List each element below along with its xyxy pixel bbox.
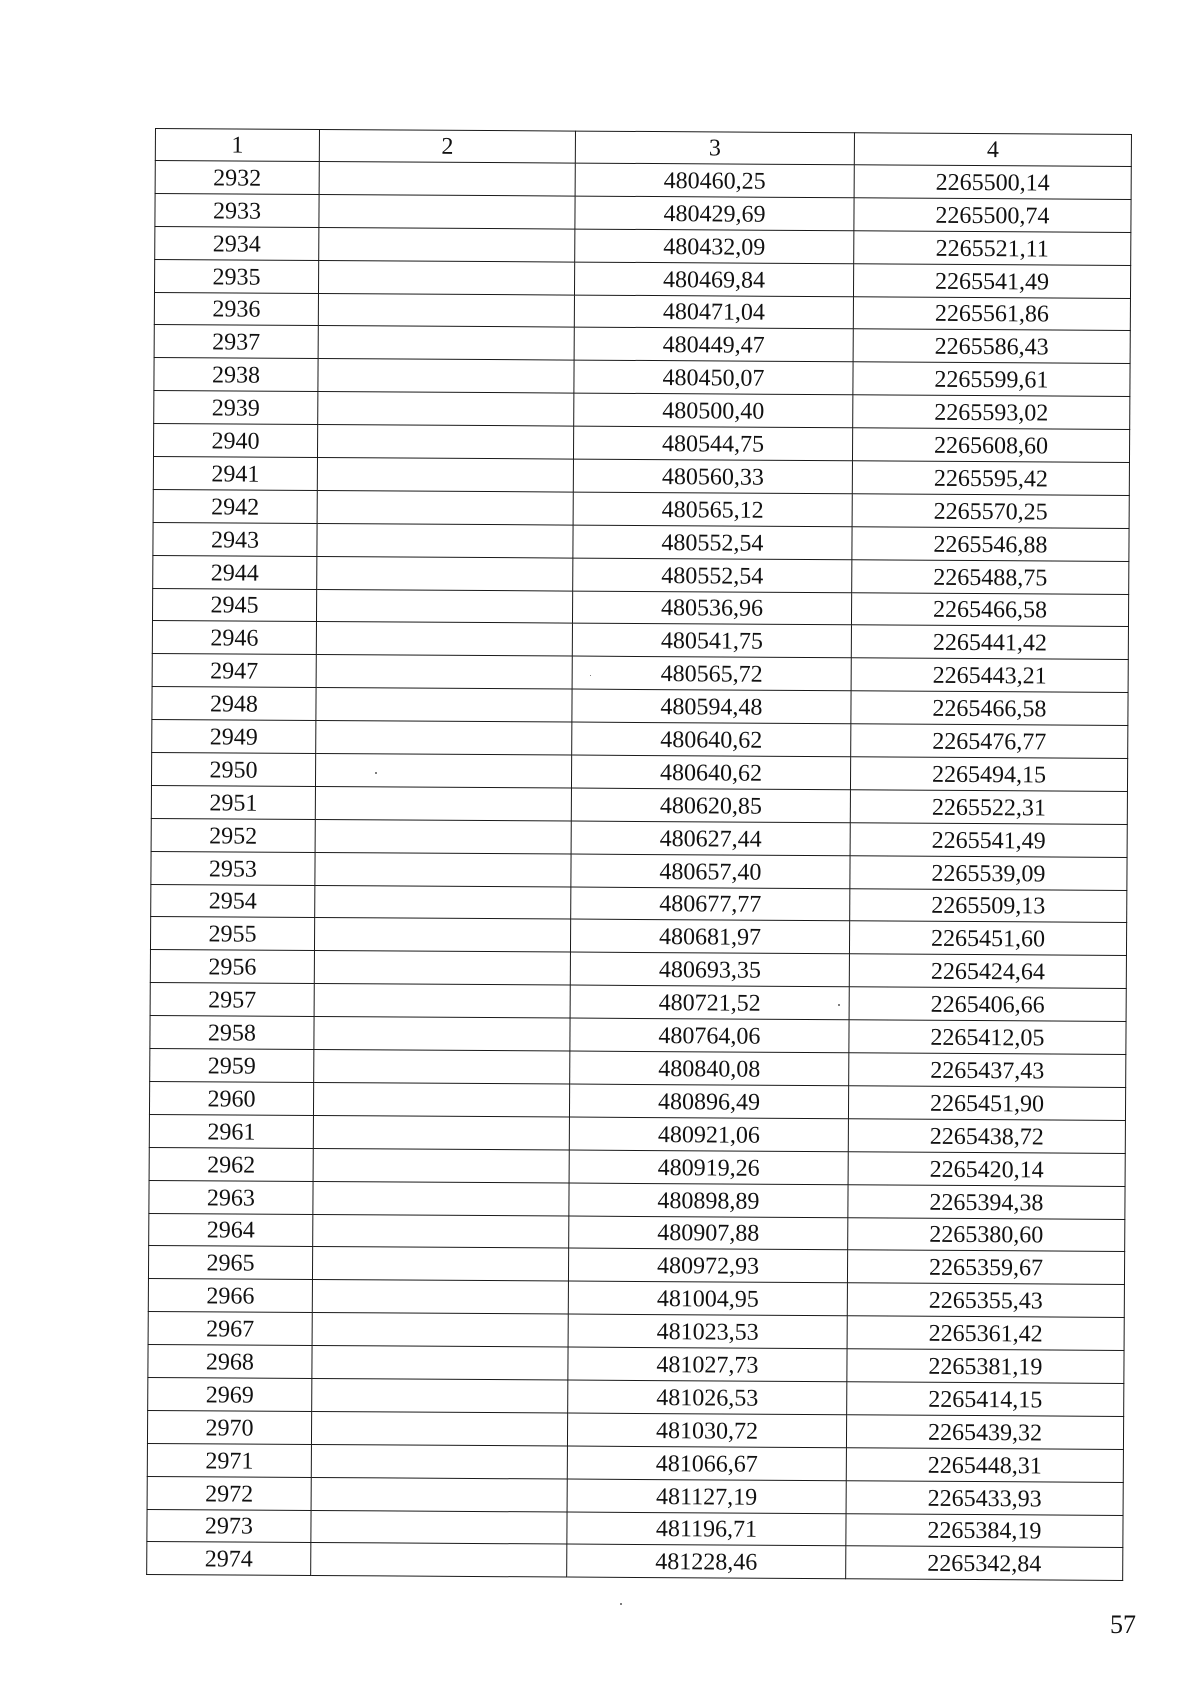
- table-cell-col-4: 2265561,86: [853, 296, 1130, 331]
- table-cell-col-2: [312, 1313, 568, 1347]
- table-cell-col-3: 480565,12: [573, 492, 852, 527]
- table-cell-col-1: 2971: [147, 1443, 311, 1477]
- table-cell-col-3: 480500,40: [574, 393, 853, 428]
- table-cell-col-4: 2265494,15: [850, 757, 1127, 792]
- coordinates-table: [146, 128, 1132, 1581]
- table-cell-col-1: 2935: [154, 259, 318, 293]
- table-cell-col-2: [317, 458, 573, 492]
- table-cell-col-4: 2265355,43: [847, 1283, 1124, 1318]
- table-cell-col-4: 2265500,14: [854, 165, 1131, 200]
- table-cell-col-2: [315, 819, 571, 853]
- table-cell-col-1: 2954: [151, 884, 315, 918]
- table-cell-col-1: 2944: [153, 555, 317, 589]
- scan-speck: [838, 1004, 840, 1006]
- table-cell-col-1: 2951: [151, 785, 315, 819]
- table-cell-col-1: 2968: [148, 1345, 312, 1379]
- table-cell-col-2: [311, 1477, 567, 1511]
- table-cell-col-2: [315, 885, 571, 919]
- column-header-4: 4: [854, 133, 1131, 167]
- table-cell-col-3: 480693,35: [570, 952, 849, 987]
- table-cell-col-3: 480677,77: [571, 887, 850, 922]
- column-header-1: 1: [155, 129, 319, 162]
- table-cell-col-2: [318, 260, 574, 294]
- table-cell-col-4: 2265466,58: [851, 691, 1128, 726]
- table-cell-col-2: [311, 1543, 567, 1577]
- table-cell-col-3: 480921,06: [569, 1117, 848, 1152]
- table-cell-col-1: 2963: [149, 1180, 313, 1214]
- table-cell-col-4: 2265466,58: [851, 592, 1128, 627]
- table-cell-col-3: 480896,49: [569, 1084, 848, 1119]
- table-cell-col-2: [312, 1247, 568, 1281]
- table-cell-col-4: 2265541,49: [850, 823, 1127, 858]
- table-cell-col-1: 2966: [148, 1279, 312, 1313]
- table-cell-col-1: 2956: [150, 950, 314, 984]
- table-cell-col-2: [312, 1346, 568, 1380]
- table-cell-col-2: [314, 1050, 570, 1084]
- scan-speck: [375, 772, 377, 774]
- table-cell-col-4: 2265608,60: [852, 428, 1129, 463]
- table-cell-col-4: 2265595,42: [852, 461, 1129, 496]
- table-cell-col-3: 480565,72: [572, 656, 851, 691]
- table-cell-col-1: 2945: [152, 588, 316, 622]
- table-cell-col-1: 2938: [154, 358, 318, 392]
- table-cell-col-1: 2947: [152, 654, 316, 688]
- table-cell-col-2: [313, 1148, 569, 1182]
- table-cell-col-2: [318, 293, 574, 327]
- table-cell-col-3: 480449,47: [574, 328, 853, 363]
- table-cell-col-3: 481004,95: [568, 1281, 847, 1316]
- table-cell-col-3: 480640,62: [571, 755, 850, 790]
- table-cell-col-3: 480469,84: [574, 262, 853, 297]
- table-cell-col-2: [314, 1017, 570, 1051]
- table-cell-col-1: 2943: [153, 522, 317, 556]
- table-cell-col-3: 480681,97: [570, 920, 849, 955]
- table-cell-col-3: 481023,53: [568, 1314, 847, 1349]
- table-cell-col-4: 2265599,61: [853, 362, 1130, 397]
- table-cell-col-1: 2933: [155, 193, 319, 227]
- table-body: [147, 161, 1132, 1581]
- table-cell-col-1: 2950: [151, 753, 315, 787]
- table-cell-col-4: 2265522,31: [850, 790, 1127, 825]
- table-cell-col-2: [315, 754, 571, 788]
- table-cell-col-4: 2265448,31: [846, 1447, 1123, 1482]
- table-cell-col-4: 2265441,42: [851, 625, 1128, 660]
- table-cell-col-1: 2959: [150, 1049, 314, 1083]
- table-cell-col-3: 480560,33: [573, 459, 852, 494]
- table-cell-col-2: [311, 1444, 567, 1478]
- table-cell-col-3: 480721,52: [570, 985, 849, 1020]
- table-cell-col-3: 480919,26: [569, 1150, 848, 1185]
- table-cell-col-1: 2955: [150, 917, 314, 951]
- table-cell-col-4: 2265500,74: [854, 198, 1131, 233]
- table-cell-col-4: 2265433,93: [846, 1480, 1123, 1515]
- table-cell-col-3: 481030,72: [567, 1413, 846, 1448]
- table-cell-col-1: 2937: [154, 325, 318, 359]
- table-cell-col-4: 2265361,42: [847, 1316, 1124, 1351]
- table-cell-col-2: [316, 589, 572, 623]
- table-cell-col-4: 2265342,84: [846, 1546, 1123, 1581]
- table-cell-col-1: 2936: [154, 292, 318, 326]
- table-cell-col-3: 481027,73: [568, 1347, 847, 1382]
- table-cell-col-2: [315, 786, 571, 820]
- table-cell-col-1: 2972: [147, 1476, 311, 1510]
- page-number: 57: [1110, 1610, 1136, 1639]
- table-cell-col-1: 2940: [153, 424, 317, 458]
- table-cell-col-3: 481127,19: [567, 1479, 846, 1514]
- table-cell-col-4: 2265439,32: [846, 1415, 1123, 1450]
- table-cell-col-3: 481026,53: [568, 1380, 847, 1415]
- table-cell-col-2: [313, 1082, 569, 1116]
- table-cell-col-4: 2265394,38: [848, 1184, 1125, 1219]
- table-cell-col-2: [318, 392, 574, 426]
- table-cell-col-4: 2265359,67: [847, 1250, 1124, 1285]
- table-cell-col-1: 2946: [152, 621, 316, 655]
- table-cell-col-4: 2265488,75: [852, 559, 1129, 594]
- table-cell-col-4: 2265384,19: [846, 1513, 1123, 1548]
- table-cell-col-4: 2265593,02: [853, 395, 1130, 430]
- table-cell-col-4: 2265424,64: [849, 954, 1126, 989]
- table-cell-col-2: [317, 425, 573, 459]
- table-cell-col-1: 2969: [148, 1377, 312, 1411]
- table-cell-col-2: [318, 359, 574, 393]
- table-cell-col-4: 2265437,43: [849, 1053, 1126, 1088]
- table-cell-col-3: 480552,54: [573, 558, 852, 593]
- scan-speck: [620, 1603, 622, 1605]
- table-cell-col-3: 480460,25: [575, 163, 854, 198]
- table-cell-col-4: 2265438,72: [848, 1119, 1125, 1154]
- table-cell-col-2: [313, 1115, 569, 1149]
- table-cell-col-2: [318, 326, 574, 360]
- table-cell-col-1: 2939: [154, 391, 318, 425]
- table-cell-col-3: 481228,46: [567, 1544, 846, 1579]
- table-cell-col-3: 480544,75: [573, 426, 852, 461]
- table-cell-col-2: [312, 1378, 568, 1412]
- table-cell-col-2: [311, 1411, 567, 1445]
- table-cell-col-1: 2960: [149, 1081, 313, 1115]
- table-cell-col-1: 2970: [147, 1410, 311, 1444]
- table-cell-col-2: [312, 1280, 568, 1314]
- table-cell-col-3: 480657,40: [571, 854, 850, 889]
- table-cell-col-3: 480541,75: [572, 624, 851, 659]
- table-cell-col-2: [319, 227, 575, 261]
- column-header-2: 2: [319, 130, 575, 164]
- table-cell-col-4: 2265546,88: [852, 527, 1129, 562]
- table-cell-col-2: [317, 556, 573, 590]
- table-cell-col-4: 2265406,66: [849, 987, 1126, 1022]
- table-cell-col-3: 480640,62: [572, 722, 851, 757]
- table-cell-col-1: 2934: [155, 226, 319, 260]
- table-cell-col-2: [316, 655, 572, 689]
- table-cell-col-3: 480594,48: [572, 689, 851, 724]
- table-cell-col-4: 2265509,13: [850, 888, 1127, 923]
- table-cell-col-1: 2958: [150, 1016, 314, 1050]
- table-cell-col-2: [315, 852, 571, 886]
- table-cell-col-3: 480840,08: [570, 1051, 849, 1086]
- table-cell-col-3: 480907,88: [569, 1216, 848, 1251]
- table-cell-col-3: 480627,44: [571, 821, 850, 856]
- table-cell-col-1: 2957: [150, 983, 314, 1017]
- table-cell-col-2: [317, 523, 573, 557]
- table-cell-col-3: 480898,89: [569, 1183, 848, 1218]
- table-cell-col-4: 2265451,90: [848, 1086, 1125, 1121]
- table-cell-col-1: 2949: [152, 720, 316, 754]
- table-cell-col-3: 480620,85: [571, 788, 850, 823]
- table-cell-col-1: 2961: [149, 1114, 313, 1148]
- table-cell-col-2: [317, 490, 573, 524]
- table-cell-col-1: 2967: [148, 1312, 312, 1346]
- table-cell-col-1: 2941: [153, 457, 317, 491]
- table-cell-col-1: 2932: [155, 161, 319, 195]
- table-cell-col-2: [316, 688, 572, 722]
- table-cell-col-1: 2962: [149, 1147, 313, 1181]
- table-cell-col-1: 2953: [151, 851, 315, 885]
- table-cell-col-1: 2948: [152, 687, 316, 721]
- table-cell-col-1: 2973: [147, 1509, 311, 1543]
- table-cell-col-2: [314, 918, 570, 952]
- scan-speck: [590, 675, 591, 676]
- table-cell-col-4: 2265586,43: [853, 329, 1130, 364]
- table-cell-col-1: 2952: [151, 818, 315, 852]
- table-cell-col-1: 2965: [148, 1246, 312, 1280]
- table-cell-col-2: [314, 984, 570, 1018]
- table-cell-col-4: 2265412,05: [849, 1020, 1126, 1055]
- table-cell-col-1: 2964: [149, 1213, 313, 1247]
- table-cell-col-3: 480552,54: [573, 525, 852, 560]
- table-cell-col-4: 2265451,60: [849, 921, 1126, 956]
- table-cell-col-4: 2265414,15: [847, 1382, 1124, 1417]
- table-cell-col-2: [319, 162, 575, 196]
- table-cell-col-2: [311, 1510, 567, 1544]
- table-cell-col-2: [316, 721, 572, 755]
- table-cell-col-4: 2265476,77: [851, 724, 1128, 759]
- table-cell-col-2: [316, 622, 572, 656]
- table-cell-col-1: 2942: [153, 489, 317, 523]
- table-cell-col-3: 480764,06: [570, 1018, 849, 1053]
- table-row: [147, 1542, 1123, 1581]
- table-cell-col-4: 2265570,25: [852, 494, 1129, 529]
- table-cell-col-3: 480536,96: [572, 591, 851, 626]
- table-cell-col-4: 2265539,09: [850, 855, 1127, 890]
- table-cell-col-4: 2265541,49: [853, 263, 1130, 298]
- table-cell-col-4: 2265443,21: [851, 658, 1128, 693]
- table-cell-col-2: [313, 1181, 569, 1215]
- table-cell-col-4: 2265420,14: [848, 1151, 1125, 1186]
- table-cell-col-3: 480432,09: [575, 229, 854, 264]
- table-cell-col-1: 2974: [147, 1542, 311, 1576]
- table-cell-col-3: 480429,69: [575, 196, 854, 231]
- table-cell-col-2: [319, 194, 575, 228]
- table-cell-col-4: 2265521,11: [854, 231, 1131, 266]
- table-cell-col-2: [313, 1214, 569, 1248]
- table-cell-col-3: 480450,07: [574, 360, 853, 395]
- table-cell-col-3: 480972,93: [568, 1248, 847, 1283]
- table-cell-col-3: 481196,71: [567, 1512, 846, 1547]
- table-cell-col-3: 481066,67: [567, 1446, 846, 1481]
- table-cell-col-2: [314, 951, 570, 985]
- table-cell-col-4: 2265381,19: [847, 1349, 1124, 1384]
- column-header-3: 3: [575, 131, 854, 165]
- table-cell-col-3: 480471,04: [574, 295, 853, 330]
- table-cell-col-4: 2265380,60: [848, 1217, 1125, 1252]
